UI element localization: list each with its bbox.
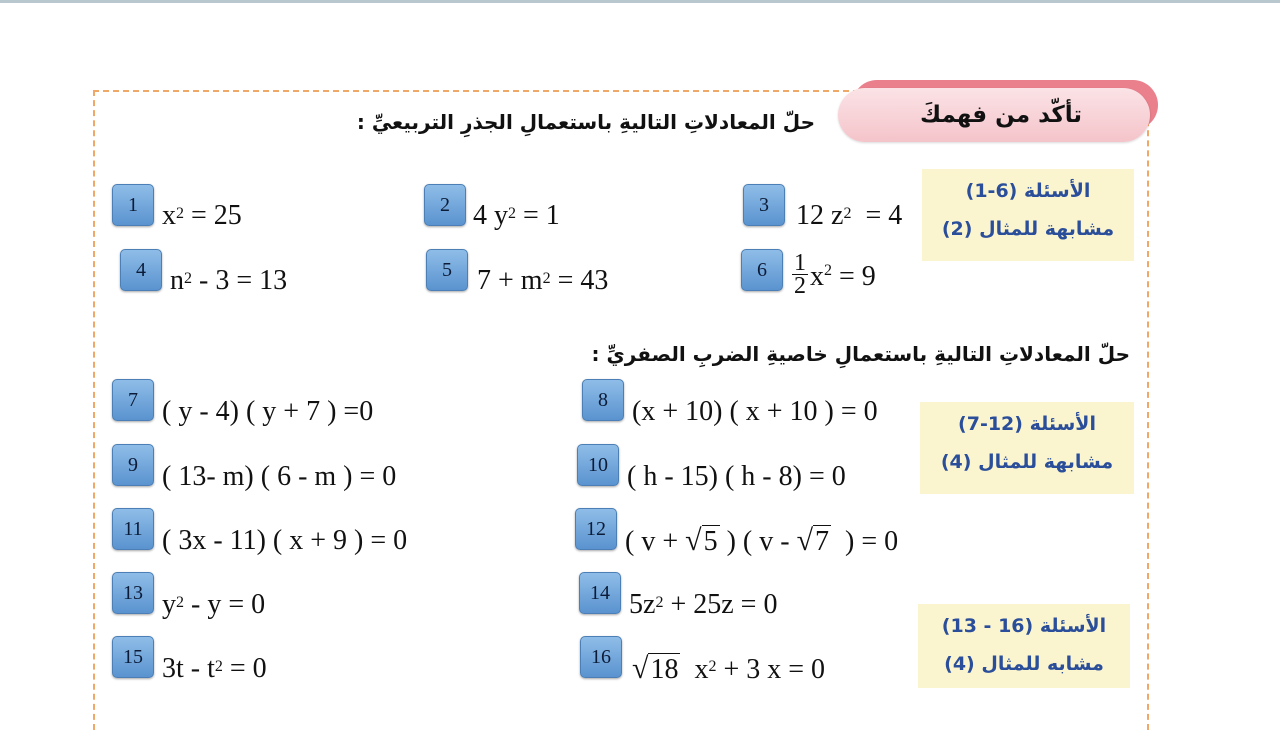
exercise-equation: ( 13- m) ( 6 - m ) = 0 bbox=[162, 461, 397, 492]
exercise-equation: ( v + √5 ) ( v - √7 ) = 0 bbox=[625, 524, 899, 557]
note-line: الأسئلة (16 - 13) bbox=[941, 615, 1107, 637]
exercise-equation: ( y - 4) ( y + 7 ) =0 bbox=[162, 396, 374, 427]
note-questions-1-6 bbox=[922, 169, 1134, 261]
exercise-number-badge: 1 bbox=[112, 184, 154, 226]
note-line: الأسئلة (6-1) bbox=[965, 180, 1091, 202]
note-line: مشابه للمثال (4) bbox=[944, 653, 1104, 675]
exercise-equation: $3t - t^2 = 0$ bbox=[162, 653, 267, 684]
note-questions-13-16 bbox=[918, 604, 1130, 688]
square-root: √18 bbox=[632, 652, 679, 685]
exercise-number-badge: 4 bbox=[120, 249, 162, 291]
exercise-equation: $y^2 - y = 0$ bbox=[162, 589, 266, 620]
section-banner bbox=[838, 80, 1158, 142]
note-line: الأسئلة (12-7) bbox=[958, 413, 1096, 435]
exercise-equation: √18 $x^2 + 3$ x = 0 bbox=[632, 652, 826, 685]
note-line: مشابهة للمثال (2) bbox=[941, 218, 1115, 240]
exercise-equation: ( h - 15) ( h - 8) = 0 bbox=[627, 461, 846, 492]
exercise-number-badge: 13 bbox=[112, 572, 154, 614]
fraction: $\frac{1}{2}$ bbox=[794, 250, 806, 299]
exercise-number-badge: 15 bbox=[112, 636, 154, 678]
exercise-number-badge: 14 bbox=[579, 572, 621, 614]
exercise-number-badge: 5 bbox=[426, 249, 468, 291]
exercise-number-badge: 12 bbox=[575, 508, 617, 550]
exercise-number-badge: 3 bbox=[743, 184, 785, 226]
exercise-number-badge: 11 bbox=[112, 508, 154, 550]
exercise-equation: $x^2 = 25$ bbox=[162, 200, 242, 231]
exercise-equation: $n^2 - 3 = 13$ bbox=[170, 265, 288, 296]
note-line: مشابهة للمثال (4) bbox=[940, 451, 1114, 473]
instruction-square-root: حلّ المعادلاتِ التاليةِ باستعمالِ الجذرِ التربيعيِّ : bbox=[356, 110, 815, 134]
exercise-number-badge: 6 bbox=[741, 249, 783, 291]
square-root: √5 bbox=[685, 524, 718, 557]
exercise-number-badge: 8 bbox=[582, 379, 624, 421]
exercise-equation: 12 $z^2 = 4$ bbox=[796, 200, 903, 231]
exercise-equation: ( 3x - 11) ( x + 9 ) = 0 bbox=[162, 525, 408, 556]
exercise-number-badge: 2 bbox=[424, 184, 466, 226]
exercise-number-badge: 16 bbox=[580, 636, 622, 678]
exercise-equation: (x + 10) ( x + 10 ) = 0 bbox=[632, 396, 878, 427]
exercise-equation: $7 + m^2 = 43$ bbox=[477, 265, 609, 296]
instruction-zero-product: حلّ المعادلاتِ التاليةِ باستعمالِ خاصيةِ الضربِ الصفريِّ : bbox=[591, 342, 1130, 366]
exercise-equation: 4 $y^2 = 1$ bbox=[473, 200, 560, 231]
exercise-number-badge: 9 bbox=[112, 444, 154, 486]
exercise-equation: $5z^2 + 25z = 0$ bbox=[629, 589, 778, 620]
exercise-equation: $\frac{1}{2}$ $x^2 = 9$ bbox=[794, 250, 876, 299]
square-root: √7 bbox=[796, 524, 830, 557]
banner-title: تأكّد من فهمكَ bbox=[920, 102, 1082, 128]
top-divider bbox=[0, 0, 1280, 3]
note-questions-7-12 bbox=[920, 402, 1134, 494]
exercise-number-badge: 7 bbox=[112, 379, 154, 421]
exercise-number-badge: 10 bbox=[577, 444, 619, 486]
